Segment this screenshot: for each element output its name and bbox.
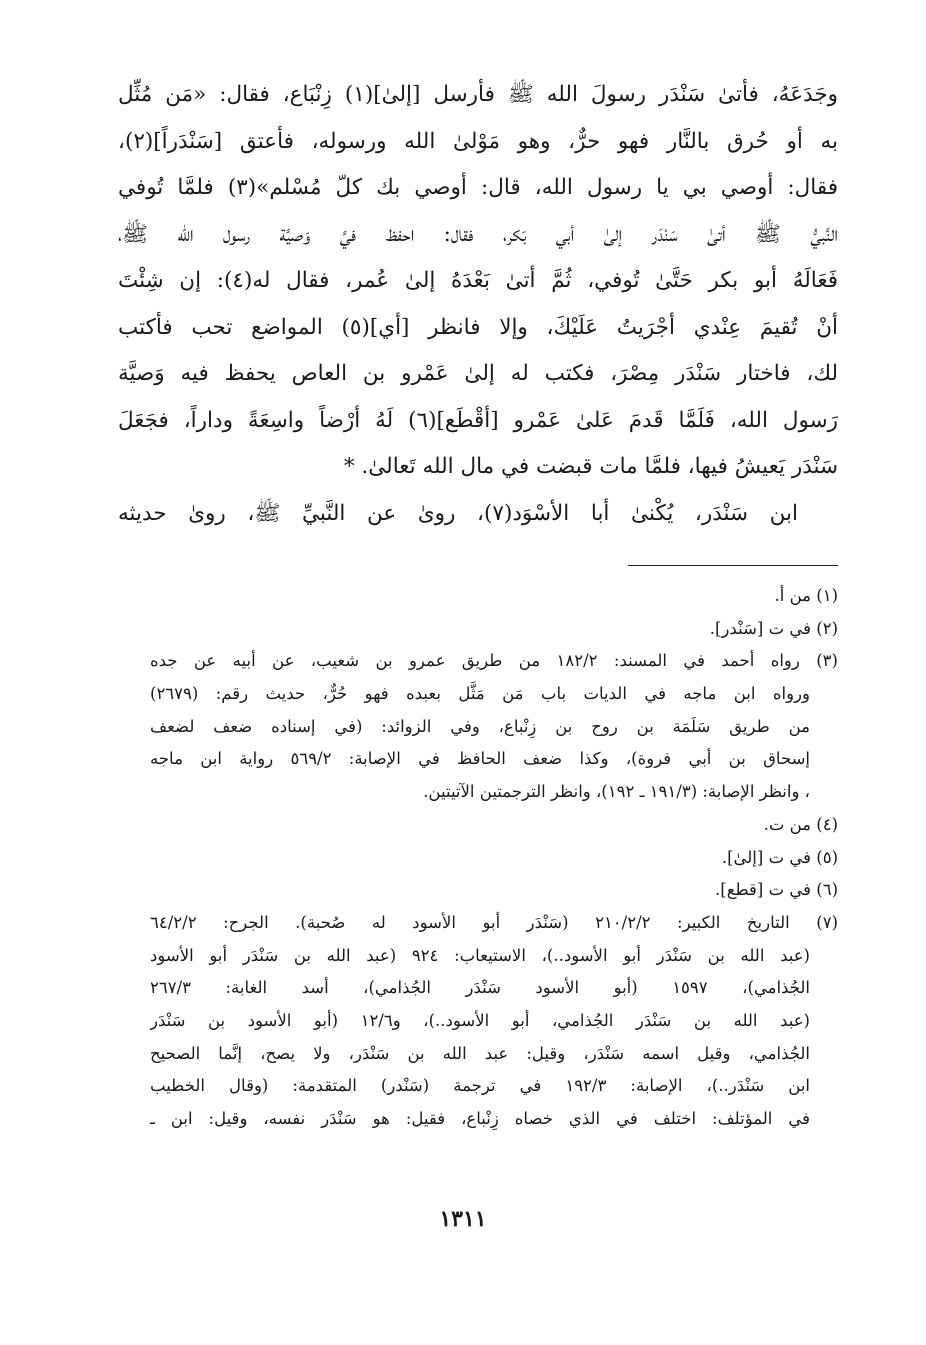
text-line-1: وجَدَعَهُ، فأتىٰ سَنْدَر رسولَ الله ﷺ فأرسل [إلىٰ](١) زِنْبَاع، فقال: «مَن مُثِّل [118,82,838,107]
footnote-7-line-4: (عبد الله بن سَنْدَر الجُذامي، أبو الأسود..)، و١٢/٦ (أبو الأسود بن سَنْدَر [150,1010,810,1030]
footnote-7-line-5: الجُذامي، وقيل اسمه سَنْدَر، وقيل: عبد الله بن سَنْدَر، ولا يصح، إنَّما الصحيح [150,1043,810,1063]
footnote-7-line-3: الجُذامي)، ١٥٩٧ (أبو الأسود سَنْدَر الجُذامي)، أسد الغابة: ٢٦٧/٣ [150,978,810,998]
footnote-3: (٣) رواه أحمد في المسند: ١٨٢/٢ من طريق عمرو بن شعيب، عن أبيه عن جده [150,651,838,671]
footnote-3-line-4: إسحاق بن أبي فروة)، وكذا ضعف الحافظ في الإصابة: ٥٦٩/٢ رواية ابن ماجه [150,749,811,769]
footnote-7-line-7: في المؤتلف: اختلف في الذي خصاه زِنْباع، فقيل: هو سَنْدَر نفسه، وقيل: ابن ـ [150,1109,810,1128]
footnote-3-line-2: ورواه ابن ماجه في الديات باب مَن مَثَّل بعبده فهو حُرٌّ، حديث رقم: (٢٦٧٩) [150,684,810,704]
footnote-7-line-6: ابن سَنْدَر..)، الإصابة: ١٩٢/٣ في ترجمة (سَنْدر) المتقدمة: (وقال الخطيب [150,1076,811,1096]
footnote-7-line-2: (عبد الله بن سَنْدَر أبو الأسود..)، الاستيعاب: ٩٢٤ (عبد الله بن سَنْدَر أبو الأسود [150,945,810,965]
text-line-4: النَّبيُّ ﷺ أتىٰ سَنْدَر إلىٰ أبي بَكر، فقال: احفظ فيَّ وَصيَّة رسول الله ﷺ، [118,221,838,247]
footnote-5: (٥) في ت [إلىٰ]. [721,847,838,867]
footnote-7: (٧) التاريخ الكبير: ٢١٠/٢/٢ (سَنْدَر أبو الأسود له صُحبة). الجرح: ٦٤/٢/٢ [150,912,838,932]
text-line-10: ابن سَنْدَر، يُكْنىٰ أبا الأسْوَد(٧)، روىٰ عن النَّبيِّ ﷺ، روىٰ حديثه [118,500,798,526]
footnote-3-line-3: من طريق سَلَمَة بن روح بن زِنْباع، وفي الزوائد: (في إسناده ضعف لضعف [150,716,810,736]
footnote-3-line-5: ، وانظر الإصابة: (١٩١/٣ ـ ١٩٢)، وانظر الترجمتين الآتيتين. [423,782,810,802]
footnote-1: (١) من أ. [774,586,838,605]
text-line-2: به أو حُرق بالنَّار فهو حرٌّ، وهو مَوْلىٰ الله ورسوله، فأعتق [سَنْدَراً](٢)، [118,128,838,154]
text-line-6: أنْ تُقيمَ عِنْدي أجْرَيتُ عَلَيْكَ، وإلا فانظر [أي](٥) المواضع تحب فأكتب [118,314,838,340]
text-line-8: رَسول الله، فَلَمَّا قَدمَ عَلىٰ عَمْرو [أقْطَع](٦) لَهُ أرْضاً واسِعَةً وداراً، فجَعَلَ [118,407,838,433]
text-line-9: سَنْدَر يَعيشُ فيها، فلمَّا مات قبضت في مال الله تَعالىٰ. * [343,454,838,479]
footnote-6: (٦) في ت [قطع]. [715,880,838,900]
page-number: ١٣١١ [439,1206,487,1232]
footnote-2: (٢) في ت [سَنْدر]. [709,618,838,638]
footnote-4: (٤) من ت. [763,814,838,834]
text-line-5: فَعَالَهُ أبو بكر حَتَّىٰ تُوفي، ثُمَّ أتىٰ بَعْدَهُ إلىٰ عُمر، فقال له(٤): إن شِئْتَ [118,268,838,293]
text-line-7: لك، فاختار سَنْدَر مِصْرَ، فكتب له إلىٰ عَمْرو بن العاص يحفظ فيه وَصيَّة [118,361,838,386]
text-line-3: فقال: أوصي بي يا رسول الله، قال: أوصي بك كلّ مُسْلم»(٣) فلمَّا تُوفي [118,175,838,200]
footnotes [150,580,838,1136]
main-text [118,72,838,537]
footnote-separator [628,565,838,566]
